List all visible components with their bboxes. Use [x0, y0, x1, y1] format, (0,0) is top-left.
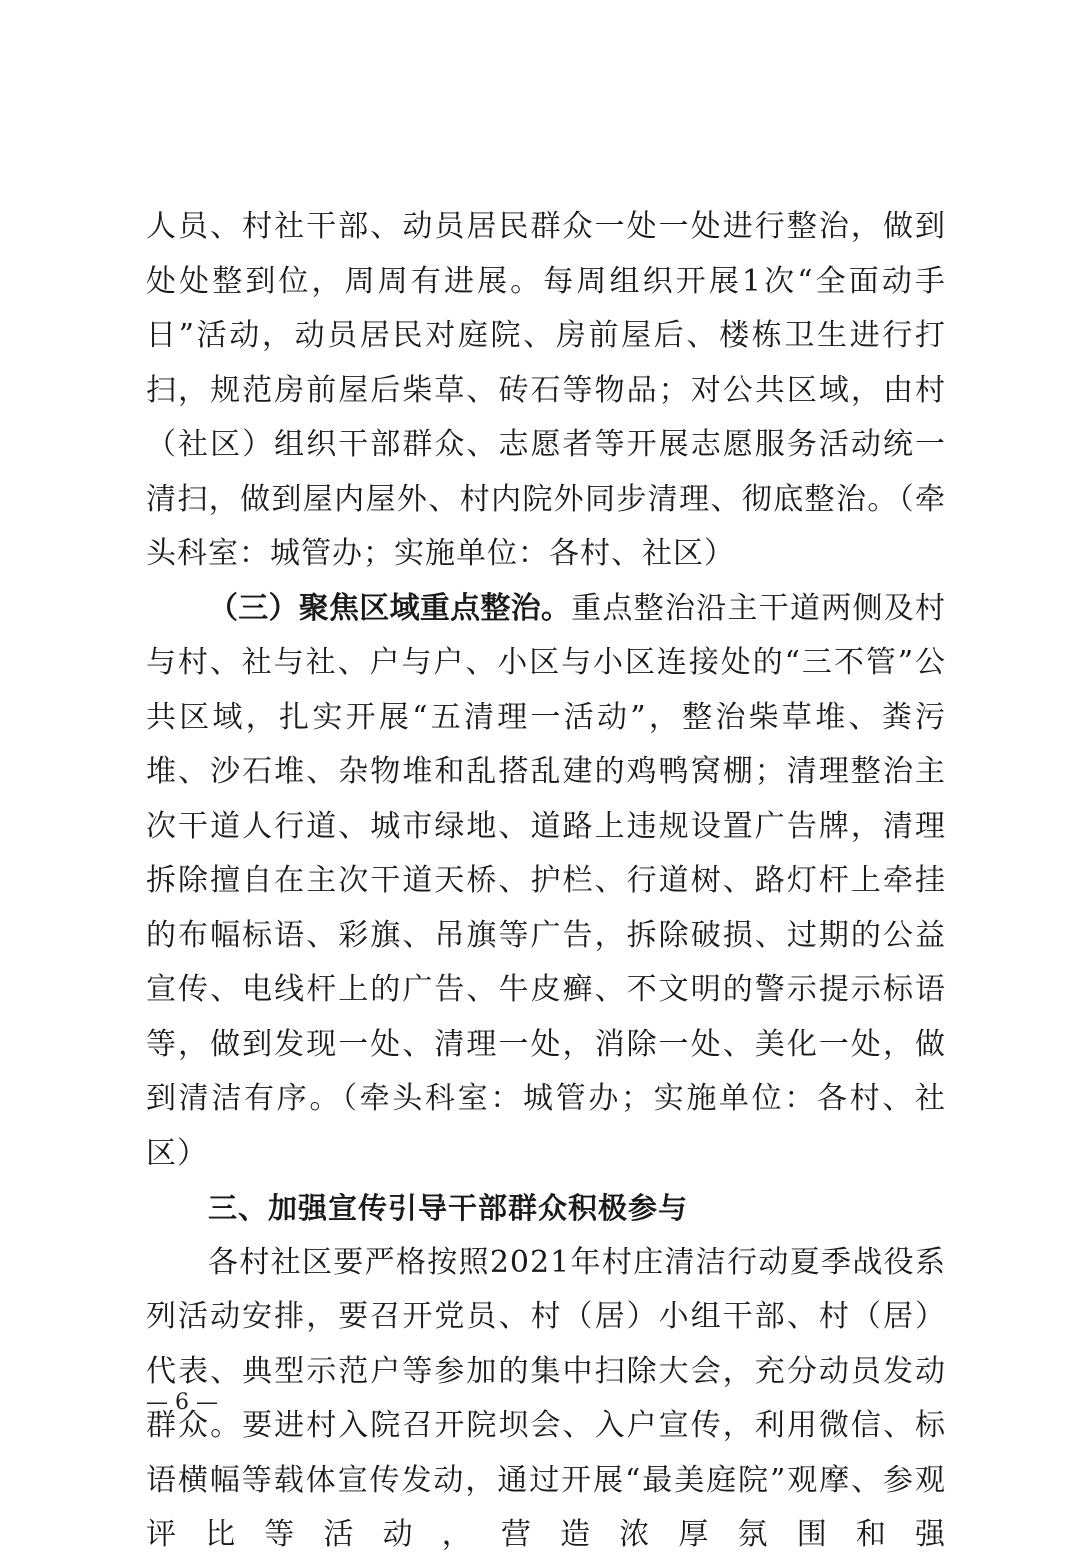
subsection-body: 重点整治沿主干道两侧及村与村、社与社、户与户、小区与小区连接处的“三不管”公共区域，扎实开展“五清理一活动”，整治柴草堆、粪污堆、沙石堆、杂物堆和乱搭乱建的鸡鸭窝棚；清理整治主次干道人行道、城市绿地、道路上违规设置广告牌，清理拆除擅自在主次干道天桥、护栏、行道树、路灯杆上牵挂的布幅标语、彩旗、吊旗等广告，拆除破损、过期的公益宣传、电线杆上的广告、牛皮癣、不文明的警示提示标语等，做到发现一处、清理一处，消除一处、美化一处，做到清洁有序。（牵头科室：城管办；实施单位：各村、社区）	[146, 590, 947, 1171]
section-heading: 三、加强宣传引导干部群众积极参与	[208, 1191, 689, 1225]
paragraph-continued: 人员、村社干部、动员居民群众一处一处进行整治，做到处处整到位，周周有进展。每周组织开展1次“全面动手日”活动，动员居民对庭院、房前屋后、楼栋卫生进行打扫，规范房前屋后柴草、砖石等物品；对公共区域，由村（社区）组织干部群众、志愿者等开展志愿服务活动统一清扫，做到屋内屋外、村内院外同步清理、彻底整治。（牵头科室：城管办；实施单位：各村、社区）	[146, 209, 946, 571]
paragraph-publicity: 各村社区要严格按照2021年村庄清洁行动夏季战役系列活动安排，要召开党员、村（居）小组干部、村（居）代表、典型示范户等参加的集中扫除大会，充分动员发动群众。要进村入院召开院坝会、入户宣传，利用微信、标语横幅等载体宣传发动，通过开展“最美庭院”观摩、参观评比等活动，营造浓厚氛围和强	[146, 1244, 946, 1552]
page-number: — 6 —	[146, 1390, 218, 1415]
document-body	[146, 200, 946, 1563]
subsection-heading: （三）聚焦区域重点整治。	[208, 590, 572, 626]
paragraph-focus-area-rectification	[146, 582, 946, 1182]
